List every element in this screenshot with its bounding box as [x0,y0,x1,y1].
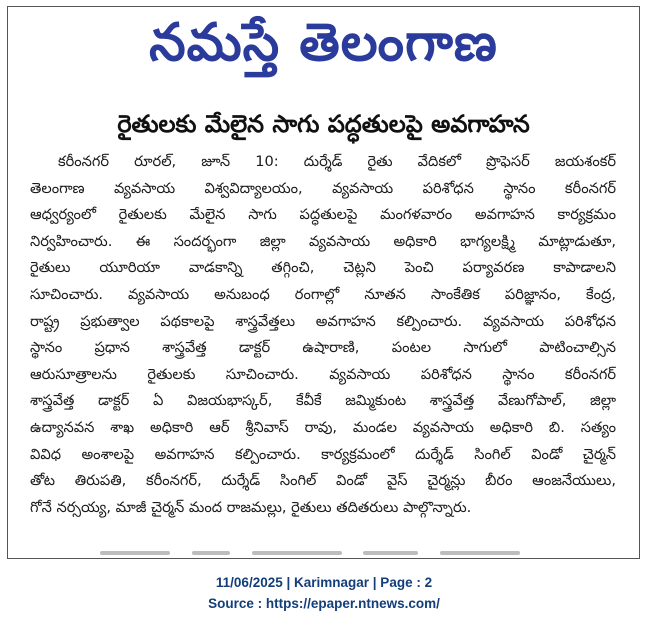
article-line: రాష్ట్ర ప్రభుత్వాల పథకాలపై శాస్త్రవేత్తలు అవగాహన కల్పించారు. వ్యవసాయ పరిశోధన [30,312,616,330]
article-line: వివిధ అంశాలపై అవగాహన కల్పించారు. కార్యక్రమంలో దుర్శేడ్ సింగిల్ విండో చైర్మన్ [30,445,616,463]
article-line: సూచించారు. వ్యవసాయ అనుబంధ రంగాల్లో నూతన సాంకేతిక పరిజ్ఞానం, కేంద్ర, [30,285,616,303]
cropped-text-remnant [100,551,520,559]
article-body [30,149,616,521]
edition-info: 11/06/2025 | Karimnagar | Page : 2 [215,575,433,590]
article-line: ఆరుసూత్రాలను రైతులకు సూచించారు. వ్యవసాయ పరిశోధన స్థానం కరీంనగర్ [30,365,616,383]
article-line: కరీంనగర్ రూరల్, జూన్ 10: దుర్శేడ్ రైతు వేదికలో ప్రొఫెసర్ జయశంకర్ [58,153,616,170]
newspaper-masthead: నమస్తే తెలంగాణ [149,13,498,73]
article-line: ఉద్యానవన శాఖ అధికారి ఆర్ శ్రీనివాస్ రావు, మండల వ్యవసాయ అధికారి బి. సత్యం [30,418,616,436]
article-line: శాస్త్రవేత్త డాక్టర్ ఏ విజయభాస్కర్, కేవీకే జమ్మికుంట శాస్త్రవేత్త వేణుగోపాల్, జిల్లా [30,392,616,410]
article-line: స్థానం ప్రధాన శాస్త్రవేత్త డాక్టర్ ఉషారాణి, పంటల సాగులో పాటించాల్సిన [30,339,616,357]
news-clipping [7,6,640,559]
article-line: గోనే నర్సయ్య, మాజీ చైర్మన్ మంద రాజమల్లు, రైతులు తదితరులు పాల్గొన్నారు. [30,498,472,516]
article-line: రైతులు యూరియా వాడకాన్ని తగ్గించి, చెట్లని పెంచి పర్యావరణ కాపాడాలని [30,259,616,277]
article-line: ఆధ్వర్యంలో రైతులకు మేలైన సాగు పద్ధతులపై మంగళవారం అవగాహన కార్యక్రమం [30,206,616,224]
article-line: నిర్వహించారు. ఈ సందర్భంగా జిల్లా వ్యవసాయ అధికారి భాగ్యలక్ష్మి మాట్లాడుతూ, [30,232,616,250]
article-line: తెలంగాణ వ్యవసాయ విశ్వవిద్యాలయం, వ్యవసాయ పరిశోధన స్థానం కరీంనగర్ [30,179,616,197]
source-link[interactable]: Source : https://epaper.ntnews.com/ [208,596,440,611]
article-line: తోట తిరుపతి, కరీంనగర్, దుర్శేడ్ సింగిల్ విండో వైస్ చైర్మన్లు బీరం ఆంజనేయులు, [30,472,616,490]
article-headline: రైతులకు మేలైన సాగు పద్ధతులపై అవగాహన [117,110,530,138]
